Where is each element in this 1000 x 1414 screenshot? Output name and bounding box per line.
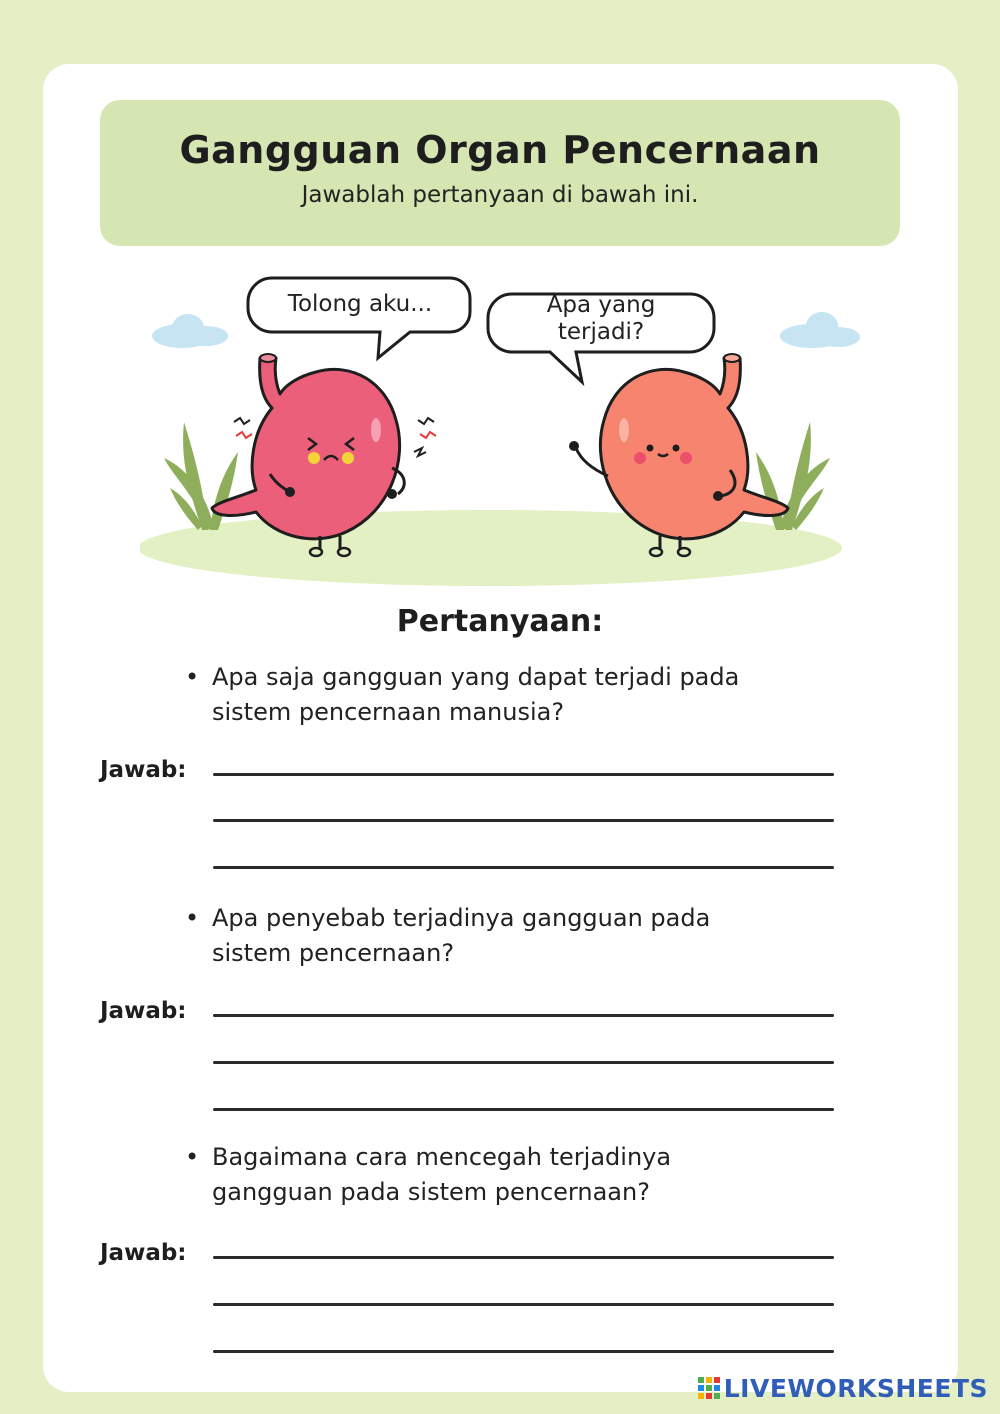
question-1-line1: Apa saja gangguan yang dapat terjadi pada — [212, 663, 740, 691]
speech-bubble-left-text: Tolong aku... — [287, 291, 433, 317]
header-box — [100, 100, 900, 246]
answer-3-line-3[interactable] — [213, 1350, 834, 1353]
stomach-illustration-svg — [140, 262, 860, 592]
answer-1-line-3[interactable] — [213, 866, 834, 869]
answer-3-label: Jawab: — [100, 1240, 187, 1266]
answer-3-line-2[interactable] — [213, 1303, 834, 1306]
page-subtitle: Jawablah pertanyaan di bawah ini. — [301, 182, 699, 208]
answer-1-line-2[interactable] — [213, 819, 834, 822]
question-3-line1: Bagaimana cara mencegah terjadinya — [212, 1143, 672, 1171]
question-1-line2: sistem pencernaan manusia? — [212, 698, 565, 726]
question-1 — [185, 660, 845, 730]
speech-bubble-left — [248, 278, 470, 358]
page-title: Gangguan Organ Pencernaan — [179, 128, 821, 172]
answer-2-line-3[interactable] — [213, 1108, 834, 1111]
answer-2-line-2[interactable] — [213, 1061, 834, 1064]
cloud-left-icon — [152, 314, 228, 348]
answer-3-line-1[interactable] — [213, 1256, 834, 1259]
stomach-illustration — [140, 262, 860, 592]
bullet-icon: • — [185, 904, 200, 932]
speech-bubble-right-text-line1: Apa yang — [546, 292, 656, 318]
answer-2-label: Jawab: — [100, 998, 187, 1024]
question-3 — [185, 1140, 845, 1210]
liveworksheets-brand-text: LIVEWORKSHEETS — [723, 1374, 988, 1403]
bullet-icon: • — [185, 1143, 200, 1171]
questions-heading: Pertanyaan: — [396, 604, 604, 639]
bullet-icon: • — [185, 663, 200, 691]
question-2-line1: Apa penyebab terjadinya gangguan pada — [212, 904, 711, 932]
answer-1-label: Jawab: — [100, 757, 187, 783]
question-2-line2: sistem pencernaan? — [212, 939, 455, 967]
question-2 — [185, 901, 845, 971]
question-3-line2: gangguan pada sistem pencernaan? — [212, 1178, 650, 1206]
answer-1-line-1[interactable] — [213, 773, 834, 776]
liveworksheets-logo-icon — [698, 1377, 720, 1399]
cloud-right-icon — [780, 312, 860, 348]
answer-2-line-1[interactable] — [213, 1014, 834, 1017]
liveworksheets-logo — [698, 1374, 988, 1403]
speech-bubble-right-text-line2: terjadi? — [557, 319, 645, 345]
